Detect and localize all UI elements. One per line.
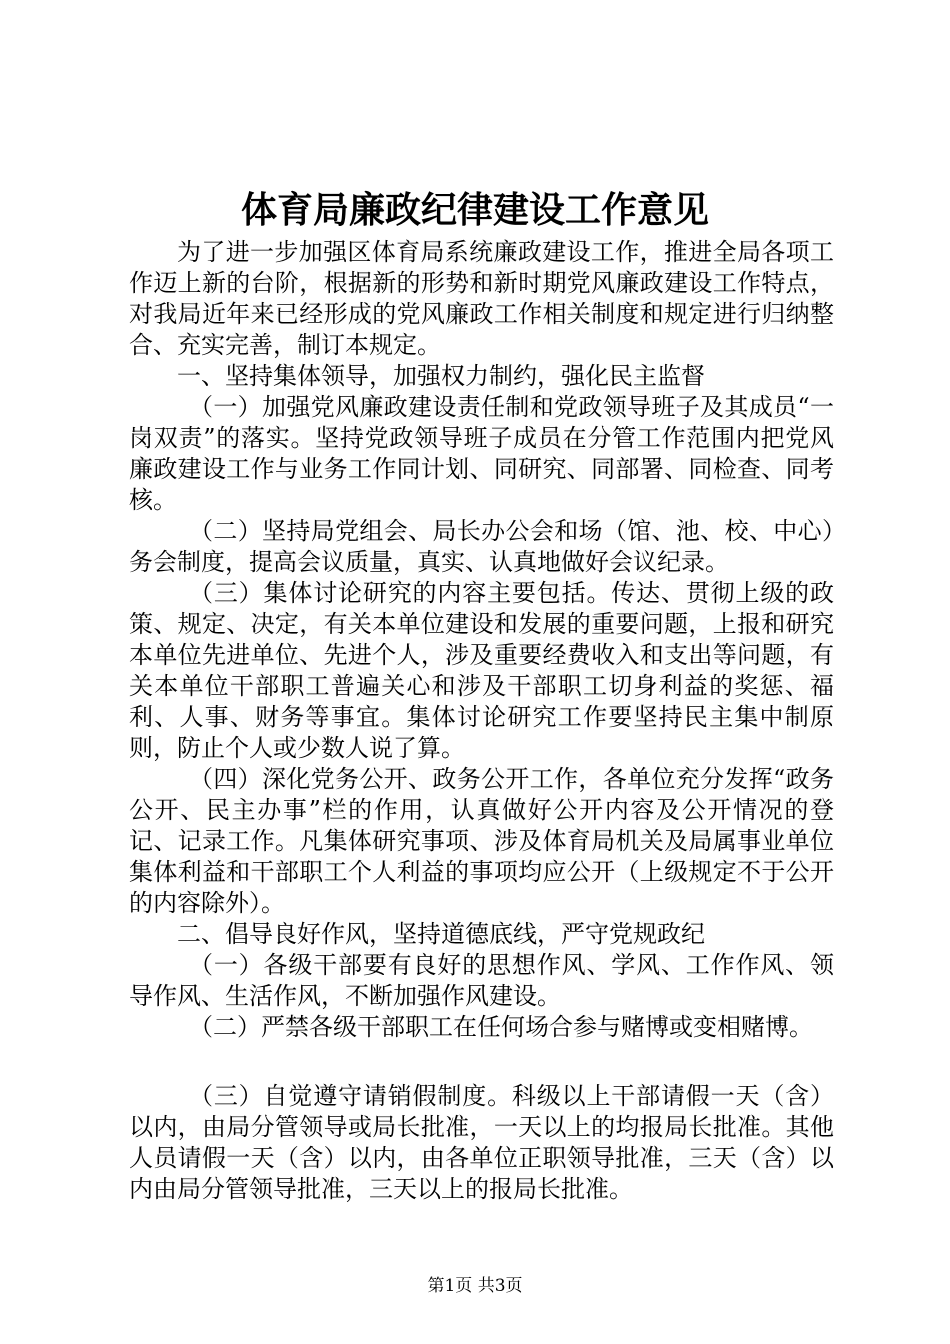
section-2-item-3: （三）自觉遵守请销假制度。科级以上干部请假一天（含）以内，由局分管领导或局长批准，一天以上的均报局长批准。其他人员请假一天（含）以内，由各单位正职领导批准，三天（含）以内由局分管领导批准，三天以上的报局长批准。 — [129, 1082, 834, 1203]
document-title: 体育局廉政纪律建设工作意见 — [240, 189, 709, 231]
section-1-item-1: （一）加强党风廉政建设责任制和党政领导班子及其成员“一岗双责”的落实。坚持党政领导班子成员在分管工作范围内把党风廉政建设工作与业务工作同计划、同研究、同部署、同检查、同考核。 — [129, 393, 834, 514]
section-1-item-3: （三）集体讨论研究的内容主要包括。传达、贯彻上级的政策、规定、决定，有关本单位建设和发展的重要问题，上报和研究本单位先进单位、先进个人，涉及重要经费收入和支出等问题，有关本单位干部职工普遍关心和涉及干部职工切身利益的奖惩、福利、人事、财务等事宜。集体讨论研究工作要坚持民主集中制原则，防止个人或少数人说了算。 — [129, 579, 834, 762]
section-heading-2: 二、倡导良好作风，坚持道德底线，严守党规政纪 — [177, 920, 705, 948]
paragraph-gap — [129, 1043, 834, 1081]
section-2-item-2: （二）严禁各级干部职工在任何场合参与赌博或变相赌博。 — [189, 1013, 813, 1041]
page-footer: 第1页 共3页 — [427, 1276, 523, 1296]
intro-paragraph: 为了进一步加强区体育局系统廉政建设工作，推进全局各项工作迈上新的台阶，根据新的形势和新时期党风廉政建设工作特点，对我局近年来已经形成的党风廉政工作相关制度和规定进行归纳整合、充实完善，制订本规定。 — [129, 238, 834, 359]
section-1-item-4: （四）深化党务公开、政务公开工作，各单位充分发挥“政务公开、民主办事”栏的作用，认真做好公开内容及公开情况的登记、记录工作。凡集体研究事项、涉及体育局机关及局属事业单位集体利益和干部职工个人利益的事项均应公开（上级规定不于公开的内容除外）。 — [129, 765, 834, 917]
section-heading-1: 一、坚持集体领导，加强权力制约，强化民主监督 — [177, 362, 705, 390]
section-2-item-1: （一）各级干部要有良好的思想作风、学风、工作作风、领导作风、生活作风，不断加强作风建设。 — [129, 951, 834, 1010]
section-1-item-2: （二）坚持局党组会、局长办公会和场（馆、池、校、中心）务会制度，提高会议质量，真实、认真地做好会议纪录。 — [129, 517, 834, 576]
document-body — [129, 237, 834, 1205]
